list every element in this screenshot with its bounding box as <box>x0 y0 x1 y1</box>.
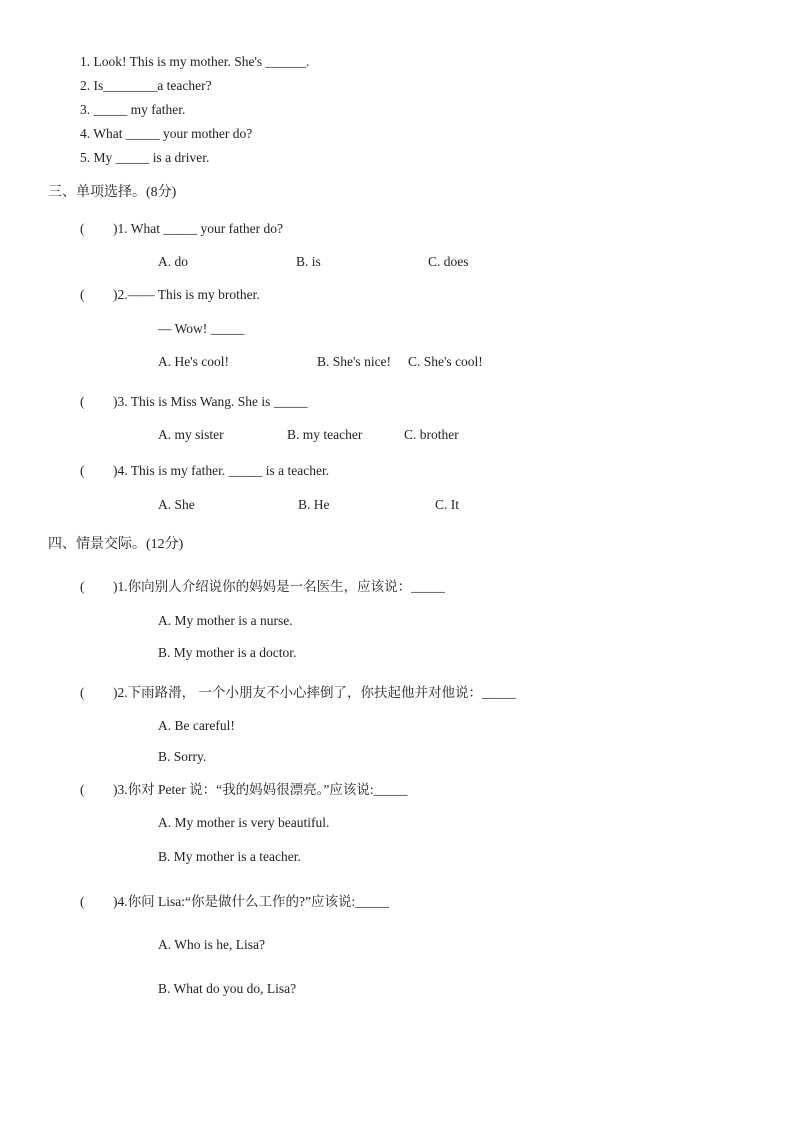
s3-q3-option-b: B. my teacher <box>287 427 363 442</box>
section-4-heading: 四、情景交际。(12分) <box>48 537 184 552</box>
s4-q4-option-b: B. What do you do, Lisa? <box>158 981 297 996</box>
s3-q4-option-b: B. He <box>298 497 330 512</box>
s4-q3-option-b: B. My mother is a teacher. <box>158 849 301 864</box>
s4-q3-option-a: A. My mother is very beautiful. <box>158 815 330 830</box>
s3-q1-option-c: C. does <box>428 254 469 269</box>
s4-q4-stem: )4.你问 Lisa:“你是做什么工作的?”应该说:_____ <box>113 894 389 909</box>
s3-q4-stem: )4. This is my father. _____ is a teacher. <box>113 463 330 478</box>
s3-q3-stem: )3. This is Miss Wang. She is _____ <box>113 394 308 409</box>
s3-q1-paren: ( <box>80 221 85 236</box>
s3-q3-option-a: A. my sister <box>158 427 224 442</box>
fill-item-5: 5. My _____ is a driver. <box>80 150 210 165</box>
s4-q2-option-b: B. Sorry. <box>158 749 207 764</box>
s4-q1-paren: ( <box>80 579 85 594</box>
fill-item-4: 4. What _____ your mother do? <box>80 126 253 141</box>
s3-q2-paren: ( <box>80 287 85 302</box>
s3-q2-option-b: B. She's nice! <box>317 354 392 369</box>
s4-q1-option-b: B. My mother is a doctor. <box>158 645 297 660</box>
s4-q1-option-a: A. My mother is a nurse. <box>158 613 293 628</box>
s3-q2-stem: )2.—— This is my brother. <box>113 287 260 302</box>
s3-q2-option-c: C. She's cool! <box>408 354 483 369</box>
s4-q1-stem: )1.你向别人介绍说你的妈妈是一名医生，应该说：_____ <box>113 579 445 594</box>
s4-q3-stem: )3.你对 Peter 说：“我的妈妈很漂亮。”应该说:_____ <box>113 782 408 797</box>
fill-item-2: 2. Is________a teacher? <box>80 78 212 93</box>
s3-q4-option-c: C. It <box>435 497 460 512</box>
s3-q1-option-b: B. is <box>296 254 321 269</box>
s4-q4-paren: ( <box>80 894 85 909</box>
s4-q2-option-a: A. Be careful! <box>158 718 235 733</box>
s4-q4-option-a: A. Who is he, Lisa? <box>158 937 265 952</box>
s3-q4-option-a: A. She <box>158 497 195 512</box>
s3-q1-stem: )1. What _____ your father do? <box>113 221 283 236</box>
s4-q3-paren: ( <box>80 782 85 797</box>
s4-q2-paren: ( <box>80 685 85 700</box>
fill-item-3: 3. _____ my father. <box>80 102 186 117</box>
s3-q2-reply: — Wow! _____ <box>158 321 245 336</box>
fill-item-1: 1. Look! This is my mother. She's ______. <box>80 54 310 69</box>
s3-q3-option-c: C. brother <box>404 427 459 442</box>
s3-q1-option-a: A. do <box>158 254 188 269</box>
section-3-heading: 三、单项选择。(8分) <box>48 185 177 200</box>
s3-q3-paren: ( <box>80 394 85 409</box>
s3-q4-paren: ( <box>80 463 85 478</box>
s3-q2-option-a: A. He's cool! <box>158 354 230 369</box>
s4-q2-stem: )2.下雨路滑， 一个小朋友不小心摔倒了，你扶起他并对他说：_____ <box>113 685 516 700</box>
